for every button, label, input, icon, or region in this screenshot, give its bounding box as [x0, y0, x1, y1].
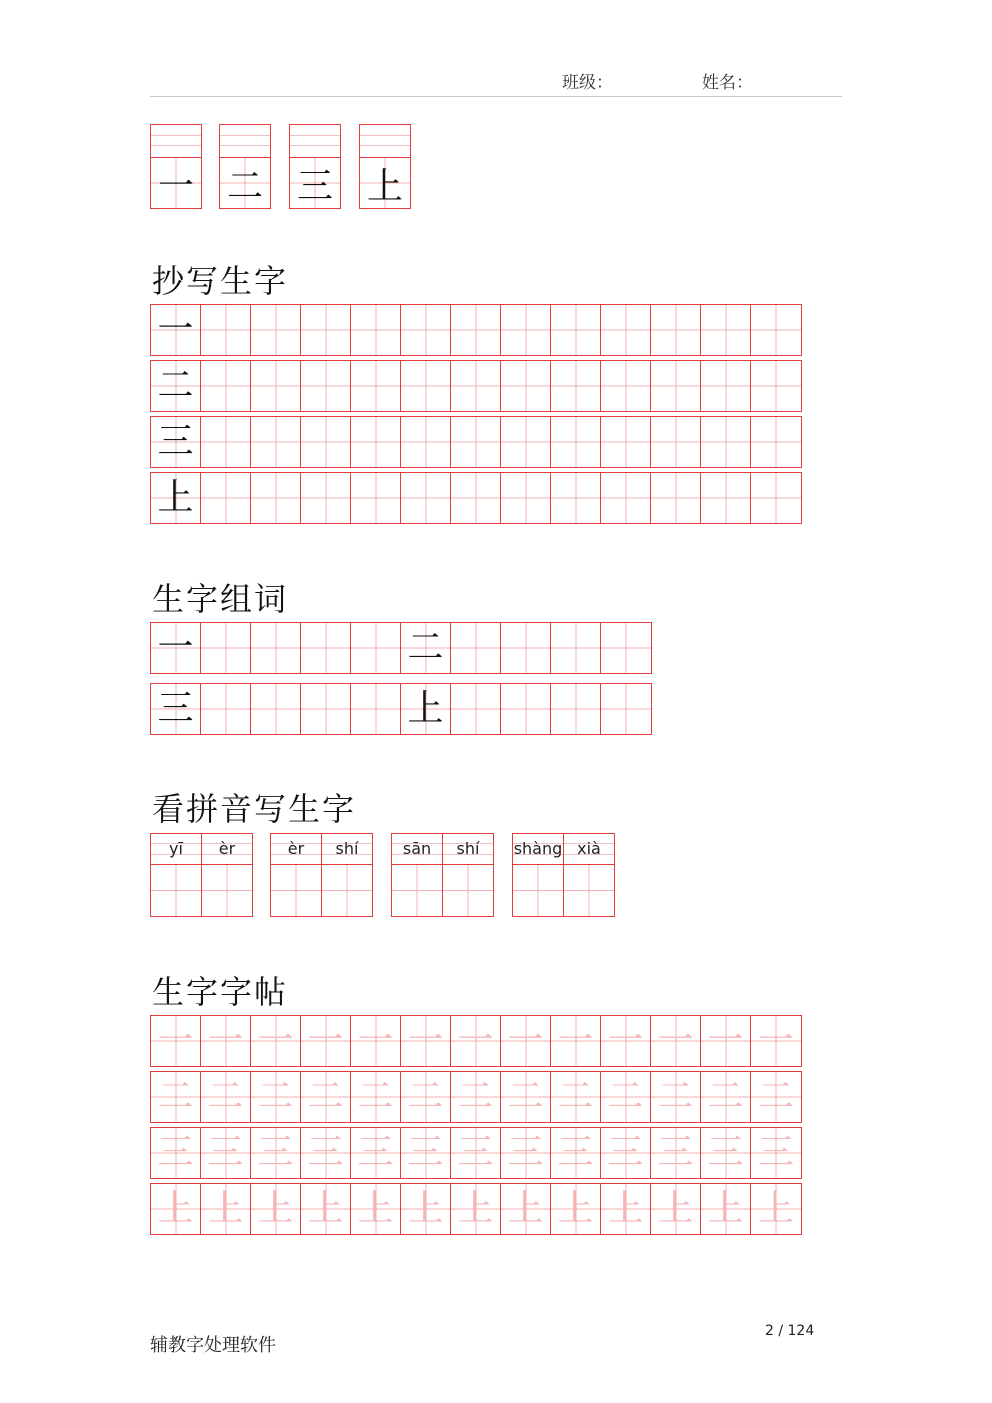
- pinyin-column: [202, 834, 252, 916]
- writing-cell[interactable]: 上: [151, 473, 201, 523]
- pinyin-column: [564, 834, 614, 916]
- writing-cell[interactable]: [751, 417, 801, 467]
- writing-cell[interactable]: 一: [501, 1016, 551, 1066]
- pinyin-line-box: [151, 125, 201, 158]
- writing-cell[interactable]: 一: [551, 1016, 601, 1066]
- writing-cell[interactable]: [401, 417, 451, 467]
- writing-cell[interactable]: 上: [451, 1184, 501, 1234]
- copy-grid: [150, 304, 802, 528]
- header-divider: [150, 96, 842, 97]
- page-number: 2 / 124: [765, 1323, 815, 1339]
- writing-cell[interactable]: [451, 684, 501, 734]
- answer-box[interactable]: [151, 865, 201, 916]
- writing-cell[interactable]: [301, 305, 351, 355]
- char-card: [219, 124, 271, 209]
- writing-cell[interactable]: 一: [701, 1016, 751, 1066]
- char-card: [289, 124, 341, 209]
- writing-cell[interactable]: [601, 684, 651, 734]
- writing-cell[interactable]: 一: [151, 623, 201, 673]
- writing-cell[interactable]: [251, 361, 301, 411]
- pinyin-line-box: [290, 125, 340, 158]
- writing-cell[interactable]: 二: [401, 1072, 451, 1122]
- writing-cell[interactable]: [501, 473, 551, 523]
- writing-cell[interactable]: [351, 473, 401, 523]
- writing-cell[interactable]: [701, 473, 751, 523]
- answer-box[interactable]: [392, 865, 442, 916]
- writing-cell[interactable]: 一: [601, 1016, 651, 1066]
- writing-cell[interactable]: [751, 473, 801, 523]
- writing-cell[interactable]: 二: [551, 1072, 601, 1122]
- pinyin-column: [322, 834, 372, 916]
- name-label: 姓名：: [702, 73, 753, 93]
- card-char: 三: [290, 158, 340, 208]
- writing-cell[interactable]: [201, 623, 251, 673]
- writing-cell[interactable]: [201, 417, 251, 467]
- writing-cell[interactable]: [301, 473, 351, 523]
- writing-cell[interactable]: 二: [351, 1072, 401, 1122]
- footer-software: 辅教字处理软件: [150, 1335, 276, 1356]
- writing-cell[interactable]: 二: [251, 1072, 301, 1122]
- writing-cell[interactable]: 一: [151, 305, 201, 355]
- copy-row: [150, 360, 802, 412]
- writing-cell[interactable]: [751, 361, 801, 411]
- writing-cell[interactable]: [751, 305, 801, 355]
- writing-cell[interactable]: 三: [251, 1128, 301, 1178]
- pinyin-column: [151, 834, 202, 916]
- writing-cell[interactable]: 上: [501, 1184, 551, 1234]
- writing-cell[interactable]: [451, 305, 501, 355]
- writing-cell[interactable]: 一: [451, 1016, 501, 1066]
- writing-cell[interactable]: 三: [351, 1128, 401, 1178]
- writing-cell[interactable]: [251, 623, 301, 673]
- writing-cell[interactable]: 二: [151, 361, 201, 411]
- writing-cell[interactable]: 二: [601, 1072, 651, 1122]
- answer-box[interactable]: [443, 865, 493, 916]
- writing-cell[interactable]: [651, 305, 701, 355]
- writing-cell[interactable]: [351, 623, 401, 673]
- writing-cell[interactable]: [251, 684, 301, 734]
- writing-cell[interactable]: [301, 684, 351, 734]
- writing-cell[interactable]: [451, 361, 501, 411]
- writing-cell[interactable]: 一: [351, 1016, 401, 1066]
- writing-cell[interactable]: 上: [151, 1184, 201, 1234]
- class-label: 班级：: [562, 73, 613, 93]
- writing-cell[interactable]: [551, 305, 601, 355]
- section-title-copy: 抄写生字: [152, 262, 289, 300]
- writing-cell[interactable]: [301, 361, 351, 411]
- answer-box[interactable]: [271, 865, 321, 916]
- writing-cell[interactable]: 三: [501, 1128, 551, 1178]
- writing-cell[interactable]: [451, 623, 501, 673]
- writing-cell[interactable]: 上: [351, 1184, 401, 1234]
- pinyin-text: èr: [271, 834, 321, 865]
- char-card: [150, 124, 202, 209]
- word-row: [150, 683, 652, 735]
- writing-cell[interactable]: 上: [651, 1184, 701, 1234]
- writing-cell[interactable]: 三: [301, 1128, 351, 1178]
- writing-cell[interactable]: [601, 473, 651, 523]
- writing-cell[interactable]: 上: [401, 684, 451, 734]
- writing-cell[interactable]: [651, 417, 701, 467]
- writing-cell[interactable]: [701, 305, 751, 355]
- section-title-pinyin: 看拼音写生字: [152, 790, 357, 828]
- writing-cell[interactable]: [201, 684, 251, 734]
- writing-cell[interactable]: 上: [201, 1184, 251, 1234]
- pinyin-text: èr: [202, 834, 252, 865]
- writing-cell[interactable]: [401, 305, 451, 355]
- writing-cell[interactable]: [301, 417, 351, 467]
- pinyin-text: yī: [151, 834, 201, 865]
- writing-cell[interactable]: 上: [401, 1184, 451, 1234]
- trace-row: [150, 1127, 802, 1179]
- card-char: 二: [220, 158, 270, 208]
- word-grid: [150, 622, 652, 744]
- writing-cell[interactable]: 一: [201, 1016, 251, 1066]
- writing-cell[interactable]: [351, 361, 401, 411]
- section-title-words: 生字组词: [152, 580, 289, 618]
- writing-cell[interactable]: 二: [501, 1072, 551, 1122]
- writing-cell[interactable]: [251, 473, 301, 523]
- writing-cell[interactable]: 上: [701, 1184, 751, 1234]
- writing-cell[interactable]: 一: [751, 1016, 801, 1066]
- writing-cell[interactable]: [551, 473, 601, 523]
- writing-cell[interactable]: 三: [451, 1128, 501, 1178]
- writing-cell[interactable]: [501, 417, 551, 467]
- writing-cell[interactable]: [651, 473, 701, 523]
- writing-cell[interactable]: 三: [601, 1128, 651, 1178]
- writing-cell[interactable]: 二: [401, 623, 451, 673]
- trace-row: [150, 1183, 802, 1235]
- writing-cell[interactable]: [501, 305, 551, 355]
- writing-cell[interactable]: 二: [151, 1072, 201, 1122]
- pinyin-line-box: [220, 125, 270, 158]
- writing-cell[interactable]: 上: [551, 1184, 601, 1234]
- writing-cell[interactable]: [601, 623, 651, 673]
- writing-cell[interactable]: [601, 305, 651, 355]
- pinyin-group: [512, 833, 615, 917]
- section-title-trace: 生字字帖: [152, 973, 289, 1011]
- writing-cell[interactable]: [551, 417, 601, 467]
- writing-cell[interactable]: [201, 361, 251, 411]
- pinyin-column: [513, 834, 564, 916]
- writing-cell[interactable]: 一: [151, 1016, 201, 1066]
- writing-cell[interactable]: [451, 473, 501, 523]
- char-card: [359, 124, 411, 209]
- pinyin-group: [270, 833, 373, 917]
- pinyin-text: sān: [392, 834, 442, 865]
- copy-row: [150, 304, 802, 356]
- writing-cell[interactable]: 三: [151, 684, 201, 734]
- writing-cell[interactable]: [451, 417, 501, 467]
- pinyin-text: xià: [564, 834, 614, 865]
- pinyin-column: [443, 834, 493, 916]
- copy-row: [150, 416, 802, 468]
- pinyin-text: shí: [322, 834, 372, 865]
- writing-cell[interactable]: [301, 623, 351, 673]
- writing-cell[interactable]: [401, 361, 451, 411]
- writing-cell[interactable]: 上: [251, 1184, 301, 1234]
- writing-cell[interactable]: [651, 361, 701, 411]
- writing-cell[interactable]: 二: [751, 1072, 801, 1122]
- writing-cell[interactable]: 一: [301, 1016, 351, 1066]
- writing-cell[interactable]: 上: [751, 1184, 801, 1234]
- writing-cell[interactable]: 二: [451, 1072, 501, 1122]
- writing-cell[interactable]: 二: [301, 1072, 351, 1122]
- trace-grid: [150, 1015, 802, 1239]
- writing-cell[interactable]: 上: [601, 1184, 651, 1234]
- writing-cell[interactable]: 二: [701, 1072, 751, 1122]
- pinyin-text: shàng: [513, 834, 563, 865]
- writing-cell[interactable]: [551, 623, 601, 673]
- writing-cell[interactable]: [701, 361, 751, 411]
- answer-box[interactable]: [513, 865, 563, 916]
- writing-cell[interactable]: [351, 305, 401, 355]
- writing-cell[interactable]: 三: [651, 1128, 701, 1178]
- writing-cell[interactable]: 一: [251, 1016, 301, 1066]
- writing-cell[interactable]: [501, 684, 551, 734]
- pinyin-line-box: [360, 125, 410, 158]
- trace-row: [150, 1071, 802, 1123]
- copy-row: [150, 472, 802, 524]
- trace-row: [150, 1015, 802, 1067]
- writing-cell[interactable]: [501, 623, 551, 673]
- writing-cell[interactable]: 三: [551, 1128, 601, 1178]
- writing-cell[interactable]: 一: [651, 1016, 701, 1066]
- writing-cell[interactable]: 三: [151, 417, 201, 467]
- pinyin-text: shí: [443, 834, 493, 865]
- writing-cell[interactable]: 三: [751, 1128, 801, 1178]
- writing-cell[interactable]: [551, 361, 601, 411]
- writing-cell[interactable]: [351, 684, 401, 734]
- writing-cell[interactable]: [501, 361, 551, 411]
- writing-cell[interactable]: 上: [301, 1184, 351, 1234]
- writing-cell[interactable]: [201, 305, 251, 355]
- word-row: [150, 622, 652, 674]
- writing-cell[interactable]: 二: [651, 1072, 701, 1122]
- pinyin-group: [150, 833, 253, 917]
- writing-cell[interactable]: [251, 305, 301, 355]
- pinyin-column: [392, 834, 443, 916]
- pinyin-group: [391, 833, 494, 917]
- writing-cell[interactable]: [601, 361, 651, 411]
- writing-cell[interactable]: [601, 417, 651, 467]
- writing-cell[interactable]: [201, 473, 251, 523]
- writing-cell[interactable]: 三: [401, 1128, 451, 1178]
- card-char: 一: [151, 158, 201, 208]
- writing-cell[interactable]: [701, 417, 751, 467]
- writing-cell[interactable]: [251, 417, 301, 467]
- writing-cell[interactable]: 三: [701, 1128, 751, 1178]
- writing-cell[interactable]: [551, 684, 601, 734]
- answer-box[interactable]: [202, 865, 252, 916]
- writing-cell[interactable]: 三: [201, 1128, 251, 1178]
- answer-box[interactable]: [564, 865, 614, 916]
- writing-cell[interactable]: 三: [151, 1128, 201, 1178]
- writing-cell[interactable]: 一: [401, 1016, 451, 1066]
- answer-box[interactable]: [322, 865, 372, 916]
- card-char: 上: [360, 158, 410, 208]
- writing-cell[interactable]: [401, 473, 451, 523]
- writing-cell[interactable]: 二: [201, 1072, 251, 1122]
- pinyin-column: [271, 834, 322, 916]
- writing-cell[interactable]: [351, 417, 401, 467]
